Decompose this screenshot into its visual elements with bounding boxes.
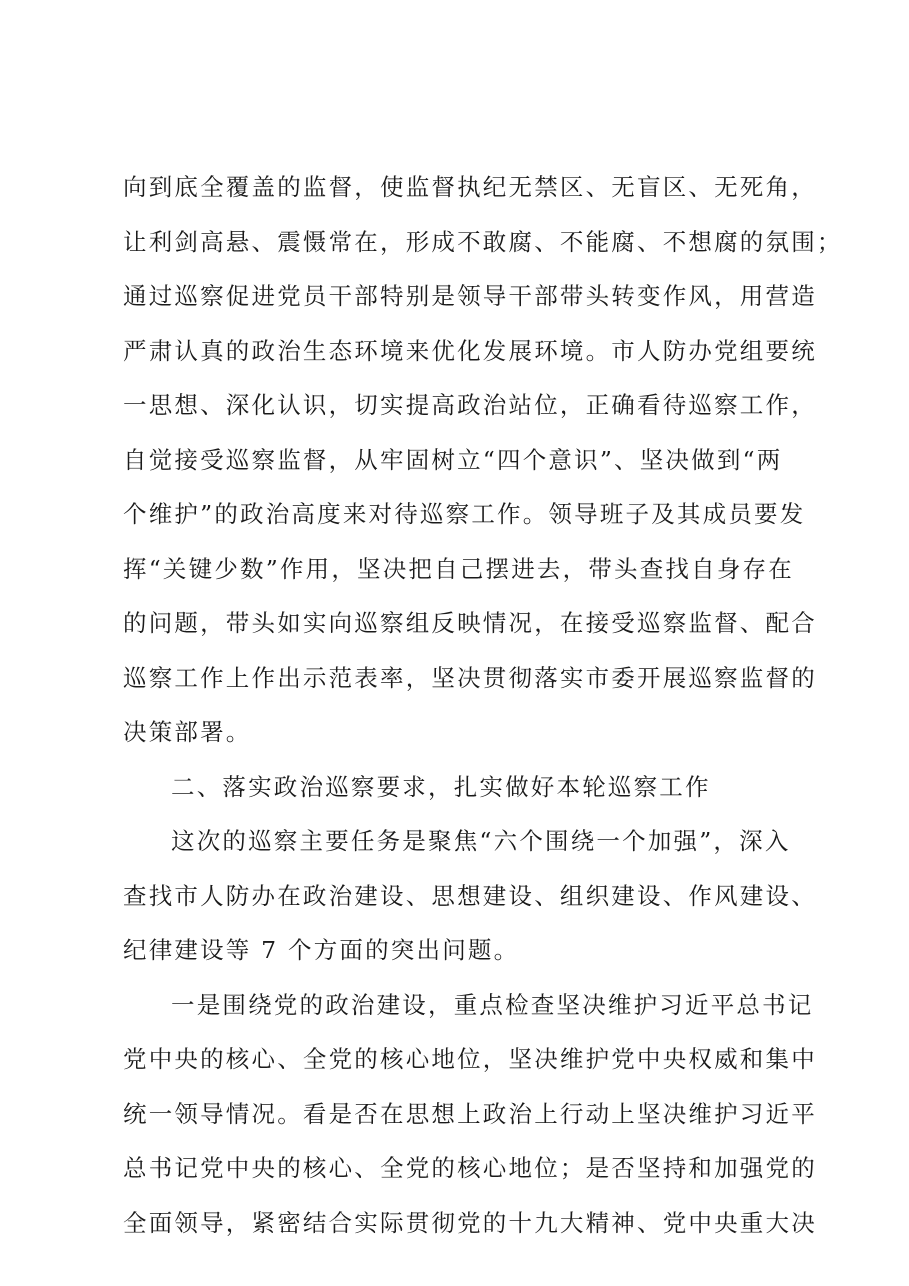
text-line: 统一领导情况。看是否在思想上政治上行动上坚决维护习近平 — [123, 1099, 817, 1128]
text-line: 的问题，带头如实向巡察组反映情况，在接受巡察监督、配合 — [123, 609, 817, 637]
paragraph-first-line: 这次的巡察主要任务是聚焦“六个围绕一个加强”，深入 — [171, 827, 791, 855]
text-line: 让利剑高悬、震慑常在，形成不敢腐、不能腐、不想腐的氛围； — [123, 227, 843, 256]
paragraph-first-line: 一是围绕党的政治建设，重点检查坚决维护习近平总书记 — [171, 990, 814, 1019]
text-line: 挥“关键少数”作用，坚决把自己摆进去，带头查找自身存在 — [123, 554, 794, 583]
document-body — [123, 160, 843, 1250]
text-line: 纪律建设等 7 个方面的突出问题。 — [123, 936, 520, 964]
text-line: 全面领导，紧密结合实际贯彻党的十九大精神、党中央重大决 — [123, 1208, 817, 1237]
text-line: 党中央的核心、全党的核心地位，坚决维护党中央权威和集中 — [123, 1045, 817, 1073]
text-line: 总书记党中央的核心、全党的核心地位；是否坚持和加强党的 — [123, 1154, 817, 1182]
text-line: 查找市人防办在政治建设、思想建设、组织建设、作风建设、 — [123, 881, 817, 910]
text-line: 巡察工作上作出示范表率，坚决贯彻落实市委开展巡察监督的 — [123, 663, 817, 692]
text-line: 个维护”的政治高度来对待巡察工作。领导班子及其成员要发 — [123, 500, 806, 528]
text-line: 通过巡察促进党员干部特别是领导干部带头转变作风，用营造 — [123, 282, 817, 310]
text-line: 严肃认真的政治生态环境来优化发展环境。市人防办党组要统 — [123, 336, 817, 365]
text-line: 一思想、深化认识，切实提高政治站位，正确看待巡察工作， — [123, 391, 817, 419]
text-line: 决策部署。 — [123, 718, 252, 746]
section-heading: 二、落实政治巡察要求，扎实做好本轮巡察工作 — [171, 772, 711, 801]
text-line: 自觉接受巡察监督，从牢固树立“四个意识”、坚决做到“两 — [123, 445, 783, 474]
text-line: 向到底全覆盖的监督，使监督执纪无禁区、无盲区、无死角， — [123, 173, 817, 201]
